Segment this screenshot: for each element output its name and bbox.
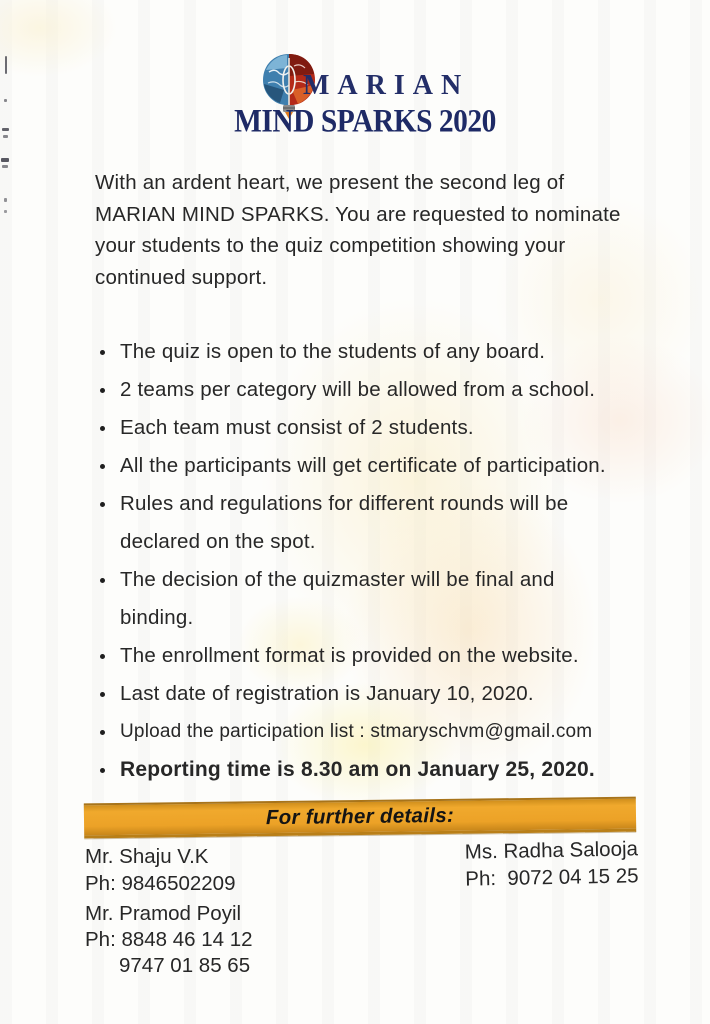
brand-title: MARIAN <box>303 70 470 101</box>
intro-line: your students to the quiz competition showing your <box>95 234 566 257</box>
rule-item: The decision of the quizmaster will be final and binding. <box>85 561 660 637</box>
intro-line: continued support. <box>95 265 268 289</box>
rule-item-reporting-time: Reporting time is 8.30 am on January 25, 2020. <box>85 751 660 789</box>
contact-phone-alt: 9747 01 85 65 <box>119 954 251 977</box>
bullet-dot-icon <box>100 730 105 735</box>
bullet-dot-icon <box>100 388 105 393</box>
rules-list <box>85 333 660 789</box>
banner-label: For further details: <box>265 803 455 830</box>
bullet-dot-icon <box>100 502 105 507</box>
intro-line: With an ardent heart, we present the second leg of <box>95 171 565 194</box>
contact-phone: Ph: 8848 46 14 12 <box>85 928 253 951</box>
rule-item: 2 teams per category will be allowed from a school. <box>85 371 660 409</box>
contact-name: Mr. Shaju V.K <box>85 845 209 868</box>
bullet-dot-icon <box>100 426 105 431</box>
bullet-dot-icon <box>100 578 105 583</box>
contact-radha <box>464 835 638 892</box>
intro-line: MARIAN MIND SPARKS. You are requested to nominate <box>95 202 621 226</box>
intro-paragraph <box>95 167 665 293</box>
bullet-dot-icon <box>100 464 105 469</box>
bullet-dot-icon <box>100 692 105 697</box>
rule-item: Rules and regulations for different rounds will be declared on the spot. <box>85 485 660 561</box>
contact-phone: Ph: 9072 04 15 25 <box>465 864 639 891</box>
bullet-dot-icon <box>100 654 105 659</box>
rule-item: Last date of registration is January 10, 2020. <box>85 675 660 713</box>
scan-edge-artifacts <box>0 0 14 260</box>
contact-name: Ms. Radha Salooja <box>464 837 639 864</box>
contact-phone: Ph: 9846502209 <box>85 872 236 895</box>
contact-shaju <box>85 843 235 897</box>
rule-item-upload-email: Upload the participation list : stmaryschvm@gmail.com <box>85 713 660 751</box>
further-details-banner <box>84 797 636 839</box>
rule-item: The enrollment format is provided on the website. <box>85 637 660 675</box>
contact-name: Mr. Pramod Poyil <box>85 902 242 925</box>
bullet-dot-icon <box>100 768 105 773</box>
rule-item: Each team must consist of 2 students. <box>85 409 660 447</box>
rule-item: The quiz is open to the students of any board. <box>85 333 660 371</box>
bullet-dot-icon <box>100 350 105 355</box>
contact-pramod <box>85 901 253 979</box>
event-subtitle: MIND SPARKS 2020 <box>234 102 496 139</box>
rule-item: All the participants will get certificate of participation. <box>85 447 660 485</box>
